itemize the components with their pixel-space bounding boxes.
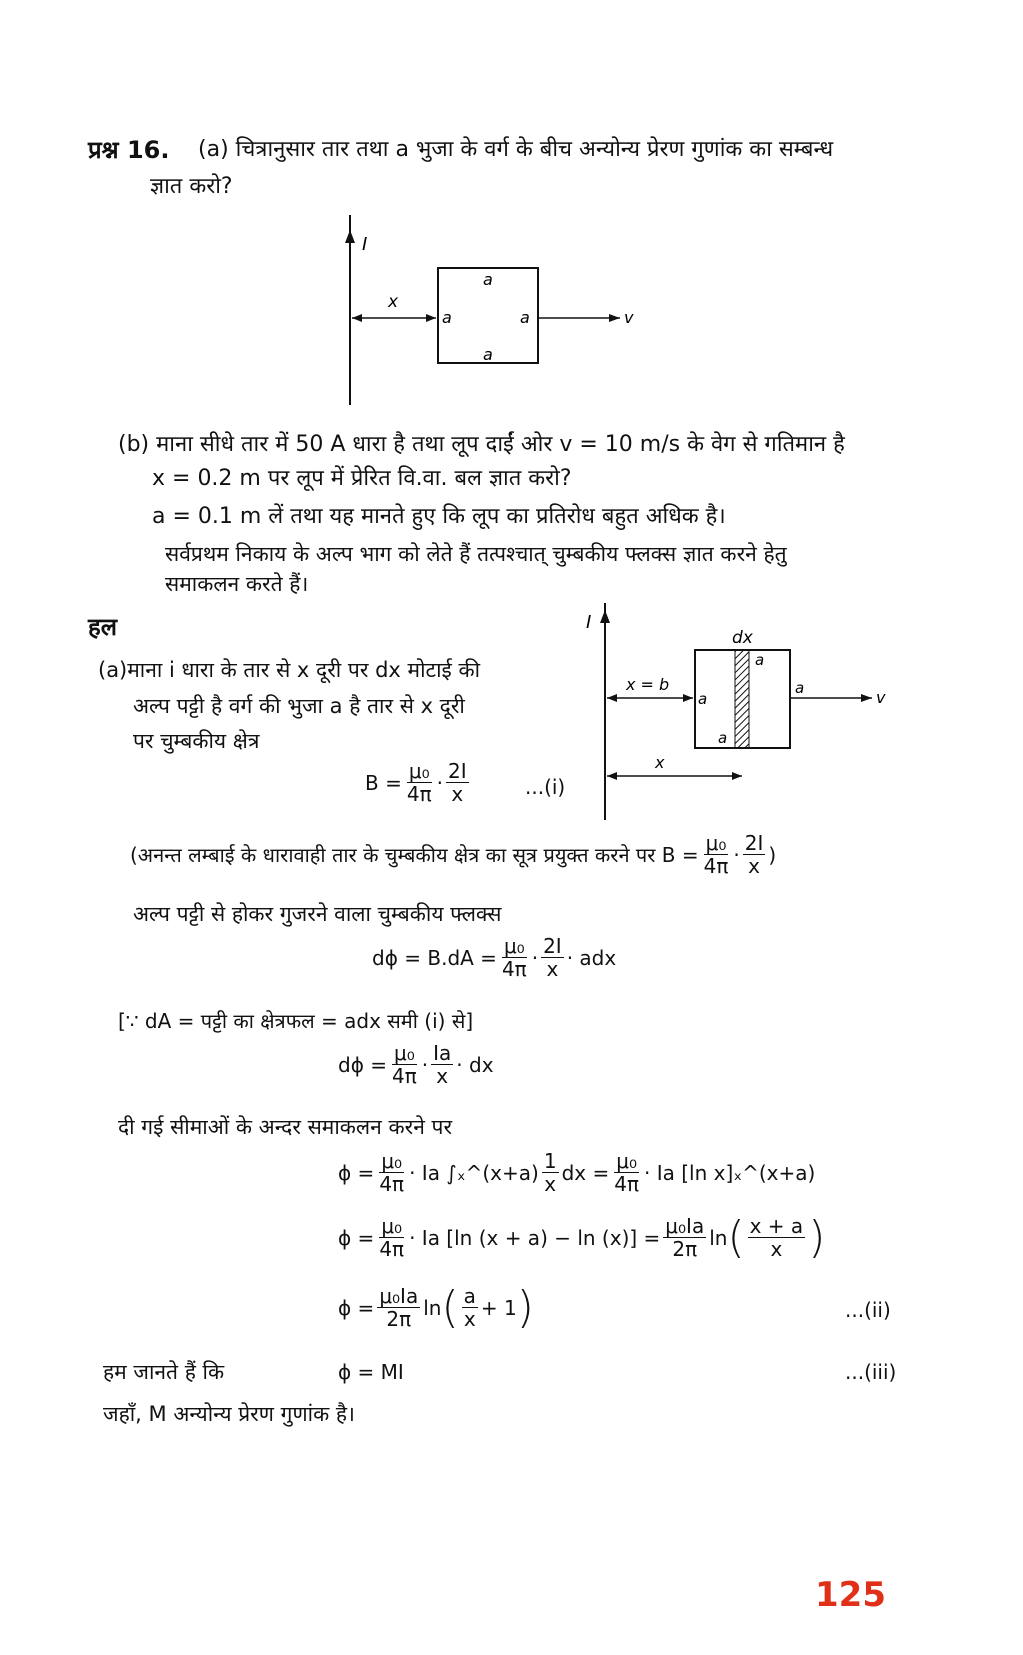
know-text: हम जानते हैं कि (103, 1360, 225, 1384)
question-part-b-line1: (b) माना सीधे तार में 50 A धारा है तथा लूप दाईं ओर v = 10 m/s के वेग से गतिमान है (118, 432, 845, 457)
fig2-current-label: I (586, 612, 592, 633)
fig1-side-bottom: a (483, 345, 493, 364)
fig2-velocity: v (876, 688, 886, 707)
page-number: 125 (815, 1575, 886, 1615)
solution-para-line1: (a)माना i धारा के तार से x दूरी पर dx मोटाई की (98, 658, 481, 682)
equation-phi-final: ϕ = $\frac{\text{μ₀Ia}}{2\pi}$ ln ( $\frac{a}{x}$ + 1 ) (338, 1281, 534, 1333)
equation-b-field: B = $\frac{\text{μ₀}}{4\pi}$ · $\frac{2I}{x}$ (365, 759, 467, 806)
hint-line2: समाकलन करते हैं। (165, 572, 309, 596)
equation-tag-ii: ...(ii) (845, 1298, 891, 1322)
fig1-side-left: a (442, 308, 452, 327)
where-text: जहाँ, M अन्योन्य प्रेरण गुणांक है। (103, 1402, 355, 1426)
question-part-a-line1: (a) चित्रानुसार तार तथा a भुजा के वर्ग के बीच अन्योन्य प्रेरण गुणांक का सम्बन्ध (198, 137, 834, 162)
question-part-a-line2: ज्ञात करो? (150, 174, 233, 199)
question-label: प्रश्न 16. (88, 136, 170, 164)
fig1-side-right: a (520, 308, 530, 327)
fig2-a-strip-bottom: a (718, 729, 728, 747)
fig2-x-label: x (655, 753, 665, 772)
fig1-side-top: a (483, 270, 493, 289)
note-line: (अनन्त लम्बाई के धारावाही तार के चुम्बकीय क्षेत्र का सूत्र प्रयुक्त करने पर B = $\frac{\text{μ₀}}{4\pi}$ · $\frac{2I}{x}$ ) (130, 831, 777, 878)
integrate-text: दी गई सीमाओं के अन्दर समाकलन करने पर (118, 1115, 453, 1139)
figure-strip-element (586, 598, 900, 823)
fig2-x-eq-b: x = b (626, 675, 670, 694)
fig2-a-right: a (795, 679, 805, 697)
question-part-b-line2: x = 0.2 m पर लूप में प्रेरित वि.वा. बल ज्ञात करो? (152, 466, 572, 491)
equation-dphi-2: dϕ = $\frac{\text{μ₀}}{4\pi}$ · $\frac{Ia}{x}$ · dx (338, 1041, 494, 1088)
fig2-a-strip-top: a (755, 651, 765, 669)
solution-heading: हल (88, 613, 118, 641)
hint-line1: सर्वप्रथम निकाय के अल्प भाग को लेते हैं तत्पश्चात् चुम्बकीय फ्लक्स ज्ञात करने हेतु (165, 542, 787, 566)
equation-tag-i: ...(i) (525, 775, 566, 799)
equation-dphi: dϕ = B.dA = $\frac{\text{μ₀}}{4\pi}$ · $\frac{2I}{x}$ · adx (372, 934, 617, 981)
question-part-b-line3: a = 0.1 m लें तथा यह मानते हुए कि लूप का प्रतिरोध बहुत अधिक है। (152, 504, 726, 529)
fig2-a-left: a (698, 690, 708, 708)
equation-tag-iii: ...(iii) (845, 1360, 897, 1384)
fig1-x-label: x (388, 292, 399, 312)
equation-phi-integral: ϕ = $\frac{\text{μ₀}}{4\pi}$ · Ia ∫ₓ^(x+a) $\frac{1}{x}$ dx = $\frac{\text{μ₀}}{4\pi}$ · Ia [ln x]ₓ^(x+a) (338, 1149, 816, 1196)
figure-wire-square-loop (330, 210, 660, 410)
flux-text: अल्प पट्टी से होकर गुजरने वाला चुम्बकीय फ्लक्स (133, 902, 502, 926)
da-note: [∵ dA = पट्टी का क्षेत्रफल = adx समी (i) से] (118, 1009, 474, 1033)
fig1-velocity: v (624, 308, 634, 327)
fig2-dx-label: dx (732, 628, 753, 648)
equation-phi-ln: ϕ = $\frac{\text{μ₀}}{4\pi}$ · Ia [ln (x + a) − ln (x)] = $\frac{\text{μ₀Ia}}{2\pi}$ ln ( $\frac{x + a}{x}$ ) (338, 1211, 826, 1263)
fig1-current-label: I (362, 234, 368, 255)
equation-phi-mi: ϕ = MI (338, 1360, 404, 1384)
solution-para-line3: पर चुम्बकीय क्षेत्र (133, 729, 260, 753)
solution-para-line2: अल्प पट्टी है वर्ग की भुजा a है तार से x दूरी (133, 694, 465, 718)
